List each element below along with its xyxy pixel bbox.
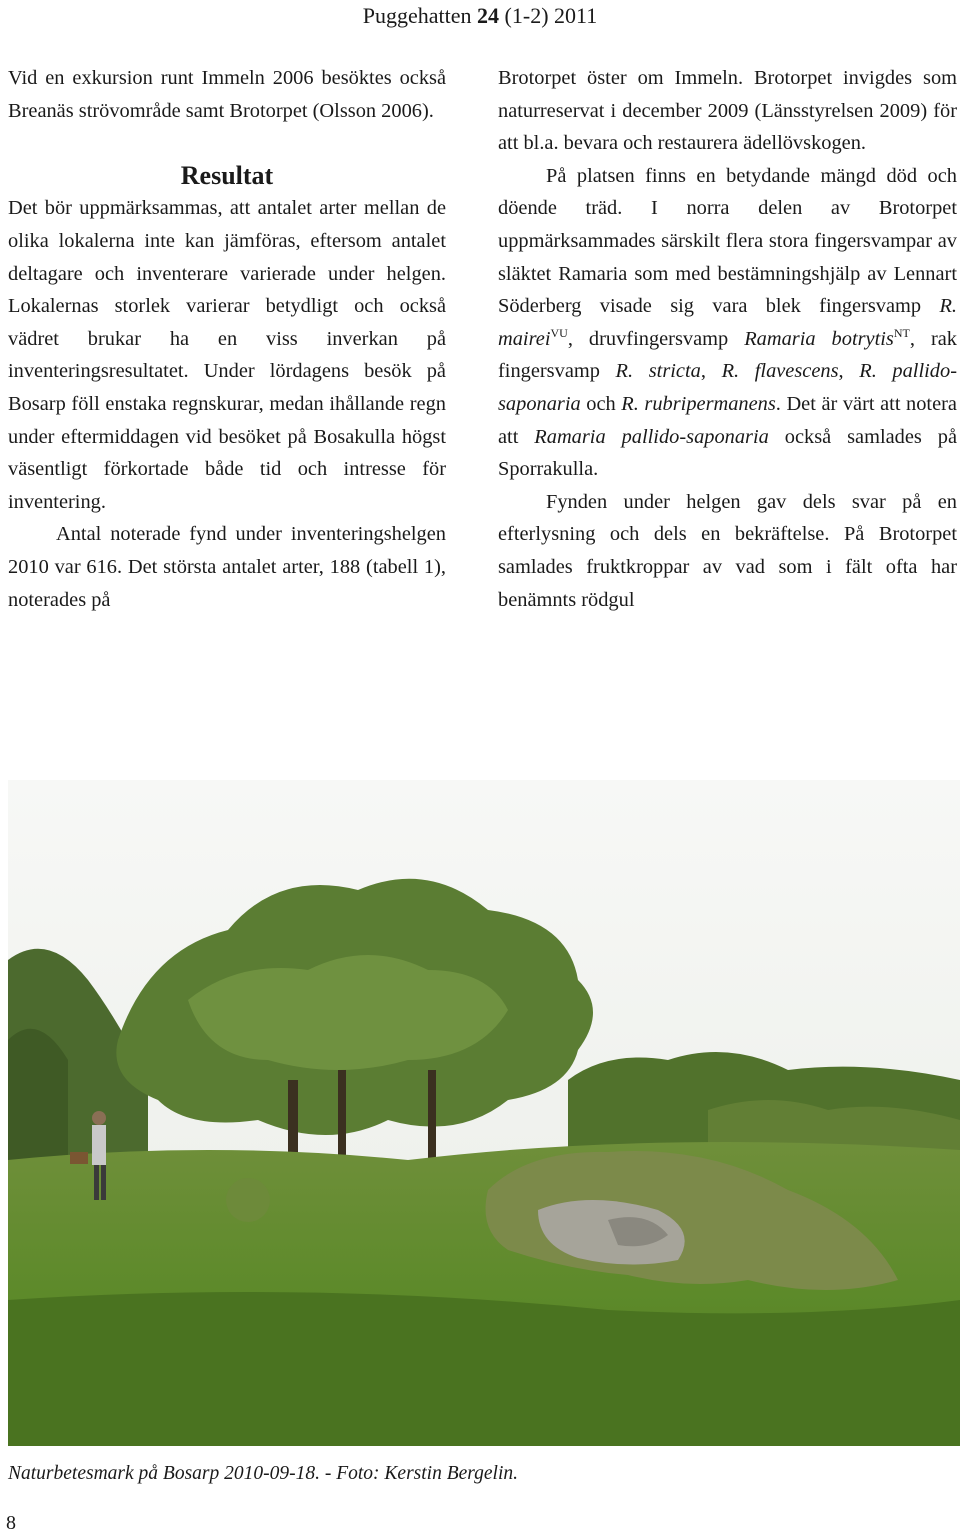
redlist-badge: NT: [893, 325, 910, 340]
species-name: R. flavescens: [721, 360, 839, 383]
section-heading: Resultat: [180, 160, 274, 190]
brotorpet-paragraph: Brotorpet öster om Immeln. Brotorpet invigdes som naturreservat i december 2009 (Länsstyrelsen 2009) för att bl.a. bevara och restaurera ädellövskogen.: [498, 67, 957, 155]
species-name: Ramaria pallido-saponaria: [534, 425, 769, 448]
left-column: [8, 62, 446, 616]
running-header: [0, 0, 960, 34]
page-number: 8: [6, 1512, 16, 1534]
results-paragraph-1: Det bör uppmärksammas, att antalet arter mellan de olika lokalerna inte kan jämföras, eftersom antalet deltagare och inventerare varierade under helgen. Lokalernas storlek varierar betydligt och också vädret brukar ha en viss inverkan på inventeringsresultatet. Under lördagens besök på Bosarp föll enstaka regnskurar, medan ihållande regn under eftermiddagen vid besöket på Bosakulla högst väsentligt förkortade både tid och intresse för inventering.: [8, 197, 446, 513]
findings-paragraph: Fynden under helgen gav dels svar på en efterlysning och dels en bekräftelse. På Brotorpet samlades fruktkroppar av vad som i fält ofta har benämnts rödgul: [498, 490, 957, 611]
species-name: R. mairei: [498, 295, 957, 350]
ramaria-paragraph: På platsen finns en betydande mängd död och döende träd. I norra delen av Brotorpet uppmärksammades särskilt flera stora fingersvampar av släktet Ramaria som med bestämningshjälp av Lennart Söderberg visade sig vara blek fingersvamp R. mairei$^{VU}$, druvfingersvamp Ramaria botrytis$^{NT}$, rak fingersvamp R. stricta, R. flavescens, R. pallido-saponaria och R. rubripermanens. Det är värt att notera att Ramaria pallido-saponaria också samlades på Sporrakulla.: [498, 164, 957, 481]
pasture-photo-illustration: [8, 780, 960, 1446]
photo-caption: Naturbetesmark på Bosarp 2010-09-18. - Foto: Kerstin Bergelin.: [8, 1463, 519, 1484]
issue-info: (1-2) 2011: [504, 3, 598, 28]
journal-name: Puggehatten: [362, 3, 472, 28]
pasture-photo: [8, 780, 960, 1446]
right-column: [498, 62, 957, 616]
species-name: R. pallido-saponaria: [498, 360, 957, 415]
intro-paragraph: Vid en exkursion runt Immeln 2006 besöktes också Breanäs strövområde samt Brotorpet (Olsson 2006).: [8, 67, 446, 122]
volume-number: 24: [477, 3, 500, 28]
species-name: R. stricta: [615, 360, 701, 383]
species-name: Ramaria botrytis: [744, 327, 894, 350]
species-name: R. rubripermanens: [621, 392, 776, 415]
redlist-badge: VU: [550, 325, 568, 340]
results-paragraph-2: Antal noterade fynd under inventeringshelgen 2010 var 616. Det största antalet arter, 188 (tabell 1), noterades på: [8, 523, 446, 611]
